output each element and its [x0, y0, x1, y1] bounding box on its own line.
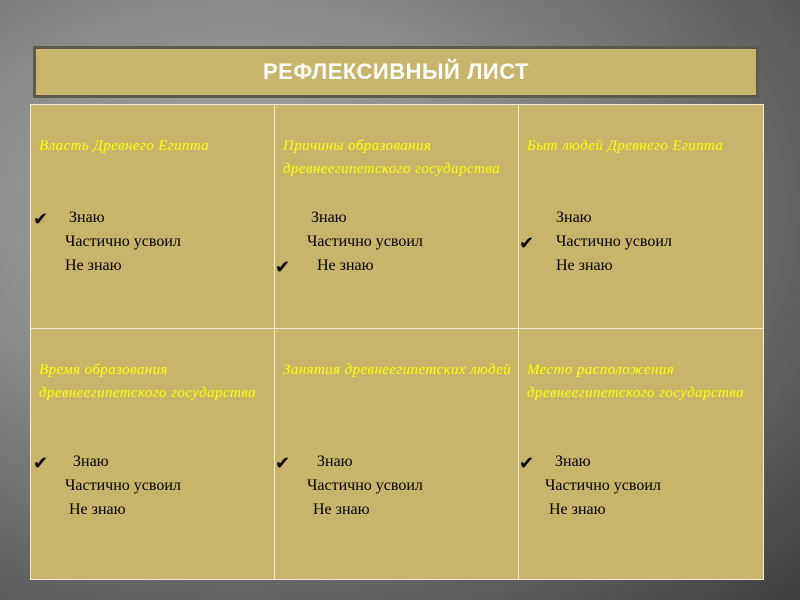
option-dont-know: Не знаю [313, 501, 370, 518]
option-partial: Частично усвоил [307, 477, 423, 494]
option-partial: Частично усвоил [307, 233, 423, 250]
option-know: Знаю [317, 453, 353, 470]
cell-heading: Занятия древнеегипетских людей [283, 362, 512, 378]
cell-heading: Время образования древнеегипетского государства [39, 362, 256, 401]
option-dont-know: Не знаю [549, 501, 606, 518]
option-know: Знаю [73, 453, 109, 470]
title-banner [33, 46, 759, 98]
option-know: Знаю [555, 453, 591, 470]
table-cell-formation-time [31, 329, 275, 579]
checkmark-icon: ✔ [33, 209, 49, 230]
option-dont-know: Не знаю [69, 501, 126, 518]
cell-heading: Быт людей Древнего Египта [527, 138, 724, 154]
option-partial: Частично усвоил [65, 233, 181, 250]
option-dont-know: Не знаю [556, 257, 613, 274]
option-know: Знаю [311, 209, 347, 226]
option-partial: Частично усвоил [556, 233, 672, 250]
checkmark-icon: ✔ [275, 453, 291, 474]
table-cell-causes [275, 105, 519, 329]
table-cell-daily-life [519, 105, 763, 329]
option-partial: Частично усвоил [65, 477, 181, 494]
checkmark-icon: ✔ [519, 453, 535, 474]
table-cell-occupations [275, 329, 519, 579]
option-dont-know: Не знаю [317, 257, 374, 274]
option-partial: Частично усвоил [545, 477, 661, 494]
table-cell-power [31, 105, 275, 329]
cell-heading: Причины образования древнеегипетского государства [283, 138, 500, 177]
option-know: Знаю [556, 209, 592, 226]
checkmark-icon: ✔ [275, 257, 291, 278]
option-dont-know: Не знаю [65, 257, 122, 274]
table-cell-location [519, 329, 763, 579]
cell-heading: Место расположения древнеегипетского государства [527, 362, 744, 401]
page-title: РЕФЛЕКСИВНЫЙ ЛИСТ [262, 59, 529, 84]
option-know: Знаю [69, 209, 105, 226]
checkmark-icon: ✔ [33, 453, 49, 474]
reflection-table [30, 104, 764, 580]
checkmark-icon: ✔ [519, 233, 535, 254]
cell-heading: Власть Древнего Египта [39, 138, 210, 154]
